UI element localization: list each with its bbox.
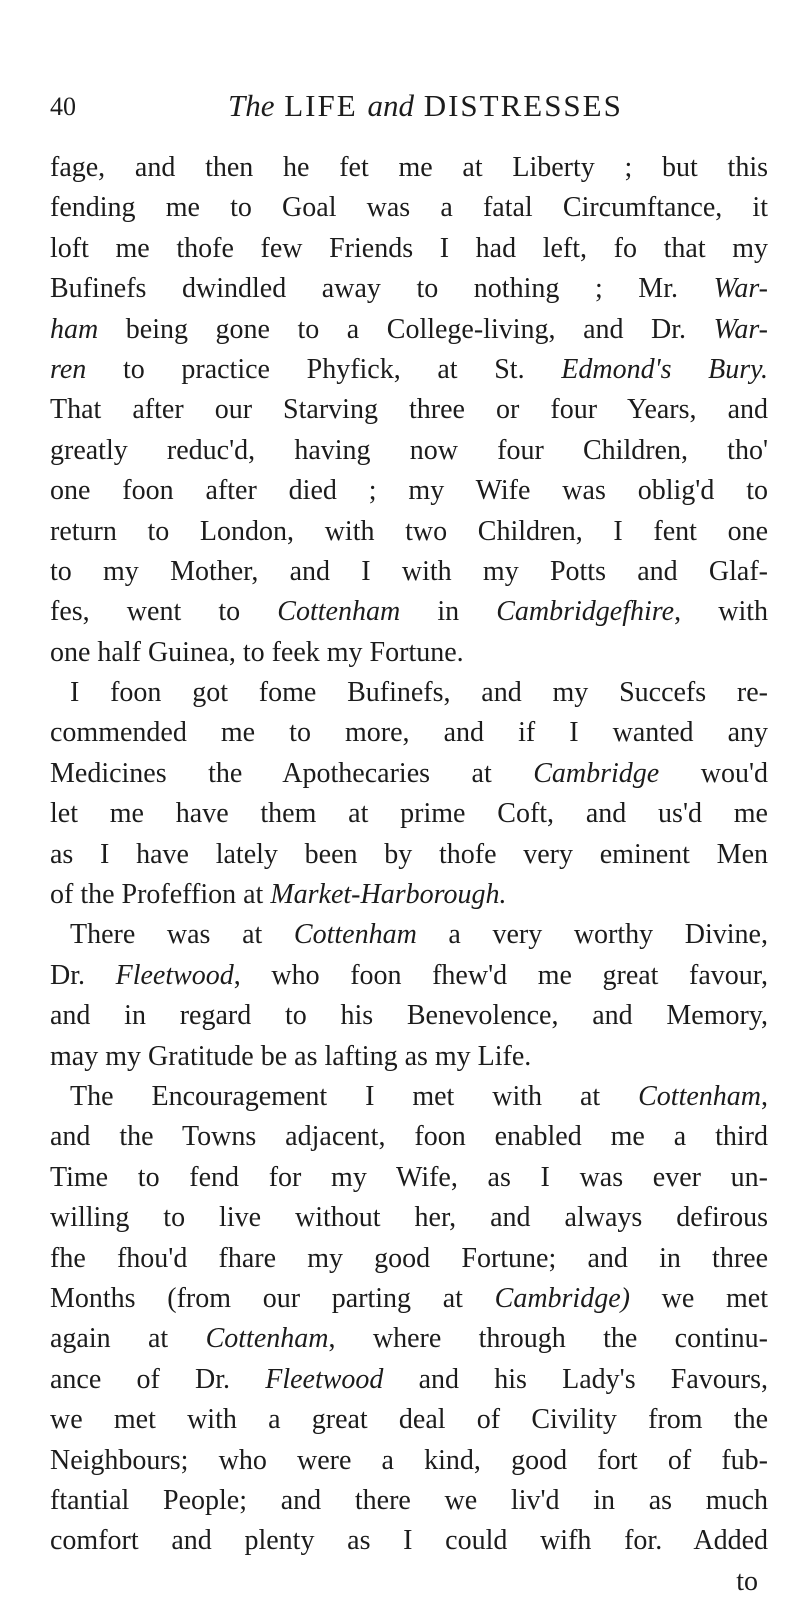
text-line: That after our Starving three or four Years, and [50, 394, 768, 426]
text-line: There was at Cottenham a very worthy Divine, [70, 919, 768, 951]
title-word-distresses: DISTRESSES [423, 88, 623, 123]
text-line: loft me thofe few Friends I had left, fo that my [50, 232, 768, 264]
text-line: fending me to Goal was a fatal Circumftance, it [50, 192, 768, 224]
text-line: as I have lately been by thofe very eminent Men [50, 838, 768, 870]
text-line: to my Mother, and I with my Potts and Glaf- [50, 555, 768, 587]
text-line: may my Gratitude be as lafting as my Life. [50, 1040, 532, 1072]
text-line: commended me to more, and if I wanted any [50, 717, 768, 749]
text-line: one foon after died ; my Wife was oblig'd to [50, 475, 768, 507]
text-line: one half Guinea, to feek my Fortune. [50, 636, 464, 668]
text-line: Time to fend for my Wife, as I was ever un- [50, 1161, 768, 1193]
text-line: and the Towns adjacent, foon enabled me a third [50, 1121, 768, 1153]
text-line: ftantial People; and there we liv'd in as much [50, 1484, 768, 1516]
text-line: ance of Dr. Fleetwood and his Lady's Favours, [50, 1363, 769, 1395]
text-line: return to London, with two Children, I fent one [50, 515, 768, 547]
text-line: let me have them at prime Coft, and us'd me [50, 798, 768, 830]
text-line: Neighbours; who were a kind, good fort of fub- [50, 1444, 768, 1476]
text-line: we met with a great deal of Civility from the [50, 1404, 768, 1436]
title-word-and: and [367, 88, 414, 123]
title-word-the: The [228, 88, 275, 123]
text-line: Dr. Fleetwood, who foon fhew'd me great favour, [50, 959, 769, 991]
text-line: fhe fhou'd fhare my good Fortune; and in three [50, 1242, 768, 1274]
body-text [50, 148, 768, 1602]
text-line: greatly reduc'd, having now four Children, tho' [50, 434, 768, 466]
text-line: comfort and plenty as I could wifh for. Added [50, 1525, 768, 1557]
text-line: Bufinefs dwindled away to nothing ; Mr. War- [50, 273, 768, 305]
text-line: Medicines the Apothecaries at Cambridge wou'd [50, 757, 769, 789]
text-line: Months (from our parting at Cambridge) we met [50, 1282, 768, 1314]
text-line: fage, and then he fet me at Liberty ; but this [50, 152, 768, 183]
running-title [228, 88, 623, 124]
text-line: again at Cottenham, where through the continu- [50, 1323, 768, 1355]
text-line: ham being gone to a College-living, and Dr. War- [50, 313, 768, 345]
running-head [50, 88, 750, 130]
text-line: I foon got fome Bufinefs, and my Succefs re- [70, 677, 768, 709]
title-word-life: LIFE [284, 88, 358, 123]
catchword: to [736, 1565, 758, 1597]
text-line: willing to live without her, and always defirous [50, 1202, 768, 1234]
text-line: The Encouragement I met with at Cottenham, [70, 1080, 768, 1112]
page-number: 40 [50, 92, 76, 121]
text-line: fes, went to Cottenham in Cambridgefhire, with [50, 596, 768, 628]
text-line: of the Profeffion at Market-Harborough. [50, 879, 507, 911]
text-line: and in regard to his Benevolence, and Memory, [50, 1000, 768, 1032]
text-line: ren to practice Phyfick, at St. Edmond's Bury. [50, 353, 768, 385]
